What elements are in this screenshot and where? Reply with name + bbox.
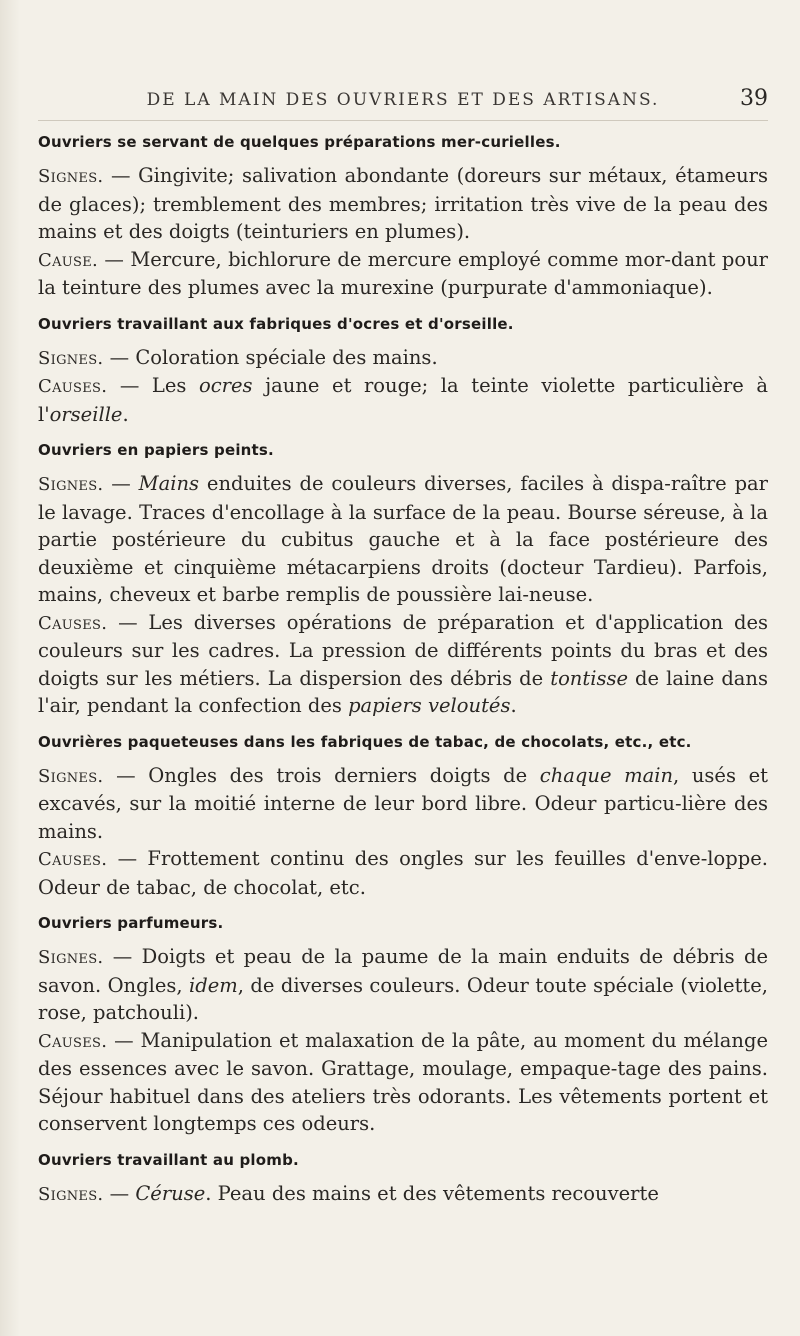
paragraph-italic: papiers veloutés — [348, 694, 511, 717]
paragraph-signs — [38, 943, 768, 1027]
paragraph-causes — [38, 372, 768, 428]
paragraph-italic: idem — [189, 973, 238, 997]
paragraph-label: Causes. — [38, 849, 108, 870]
section-ocres — [38, 312, 768, 429]
paragraph-label: Signes. — [38, 166, 104, 187]
paragraph-label: Causes. — [38, 1030, 108, 1052]
section-title: Ouvriers se servant de quelques préparations mer-curielles. — [38, 133, 561, 151]
paragraph-cause — [38, 246, 768, 302]
paragraph-causes — [38, 609, 768, 720]
paragraph-text: — Gingivite; salivation abondante (doreurs sur métaux, étameurs de glaces); tremblement des membres; irritation très vive de la peau des mains et des doigts (teinturiers en plumes). — [38, 164, 768, 243]
paragraph-causes — [38, 845, 768, 901]
section-mercury — [38, 130, 768, 302]
paragraph-text: — Manipulation et malaxation de la pâte, au moment du mélange des essences avec le savon. Grattage, moulage, empaque-tage des pains. Séjour habituel dans des ateliers très odorants. Les vêtements portent et conservent longtemps ces odeurs. — [38, 1028, 768, 1135]
section-title: Ouvrières paqueteuses dans les fabriques de tabac, de chocolats, etc., etc. — [38, 732, 692, 751]
paragraph-signs — [38, 162, 768, 246]
paragraph-italic: chaque main — [539, 763, 674, 787]
paragraph-italic: orseille — [49, 402, 123, 426]
section-title: Ouvriers parfumeurs. — [38, 914, 224, 932]
paragraph-signs — [38, 762, 768, 846]
section-title: Ouvriers en papiers peints. — [38, 441, 274, 459]
paragraph-italic: tontisse — [550, 666, 628, 690]
paragraph-text: — Mercure, bichlorure de mercure employé comme mor-dant pour la teinture des plumes avec la murexine (purpurate d'ammoniaque). — [38, 247, 768, 299]
section-papiers-peints — [38, 438, 768, 720]
paragraph-text: — — [103, 472, 139, 495]
paragraph-label: Causes. — [38, 612, 108, 634]
paragraph-label: Signes. — [38, 765, 104, 787]
section-paqueteuses — [38, 730, 768, 902]
page-number: 39 — [740, 86, 768, 111]
paragraph-text: , de diverses couleurs. Odeur toute spéciale (violette, rose, patchouli). — [38, 973, 768, 1024]
paragraph-signs — [38, 470, 768, 609]
paragraph-text: — Coloration spéciale des mains. — [103, 345, 438, 369]
paragraph-italic: ocres — [199, 374, 253, 397]
paragraph-italic: Céruse — [135, 1181, 206, 1205]
section-parfumeurs — [38, 911, 768, 1138]
paragraph-signs — [38, 1180, 768, 1209]
running-head — [38, 86, 768, 121]
paragraph-label: Cause. — [38, 249, 99, 271]
paragraph-label: Causes. — [38, 376, 108, 397]
paragraph-text: — Les diverses opérations de préparation et d'application des couleurs sur les cadres. La pression de différents points du bras et des doigts sur les métiers. La dispersion des débris de — [38, 610, 768, 690]
paragraph-text: — Ongles des trois derniers doigts de — [103, 763, 540, 787]
paragraph-text: de laine dans l'air, pendant la confection des — [38, 666, 768, 717]
running-title: DE LA MAIN DES OUVRIERS ET DES ARTISANS. — [146, 90, 660, 110]
paragraph-text: . — [122, 402, 129, 426]
paragraph-text: — — [103, 1181, 136, 1205]
paragraph-text: enduites de couleurs diverses, faciles à dispa-raître par le lavage. Traces d'encollage à la surface de la peau. Bourse séreuse, à la partie postérieure du cubitus gauche et à la face postérieure des deuxième et cinquième métacarpiens droits (docteur Tardieu). Parfois, mains, cheveux et barbe remplis de poussière lai-neuse. — [38, 472, 768, 606]
paragraph-label: Signes. — [38, 347, 104, 369]
paragraph-text: . Peau des mains et des vêtements recouverte — [205, 1181, 659, 1205]
paragraph-causes — [38, 1027, 768, 1138]
paragraph-label: Signes. — [38, 1183, 104, 1205]
paragraph-text: — Les — [107, 374, 199, 397]
section-title: Ouvriers travaillant aux fabriques d'ocres et d'orseille. — [38, 314, 514, 333]
paragraph-italic: Mains — [138, 472, 200, 495]
paragraph-text: — Frottement continu des ongles sur les feuilles d'enve-loppe. Odeur de tabac, de chocolat, etc. — [38, 847, 768, 899]
paragraph-text: , usés et excavés, sur la moitié interne de leur bord libre. Odeur particu-lière des mains. — [38, 763, 768, 843]
section-plomb — [38, 1148, 768, 1209]
paragraph-signs — [38, 344, 768, 373]
page-content — [38, 130, 768, 1208]
paragraph-label: Signes. — [38, 947, 104, 968]
section-title: Ouvriers travaillant au plomb. — [38, 1150, 299, 1169]
paragraph-label: Signes. — [38, 474, 104, 495]
paragraph-text: — Doigts et peau de la paume de la main enduits de débris de savon. Ongles, — [38, 945, 768, 997]
paragraph-text: jaune et rouge; la teinte violette particulière à l' — [38, 374, 768, 426]
paragraph-text: . — [510, 694, 517, 717]
